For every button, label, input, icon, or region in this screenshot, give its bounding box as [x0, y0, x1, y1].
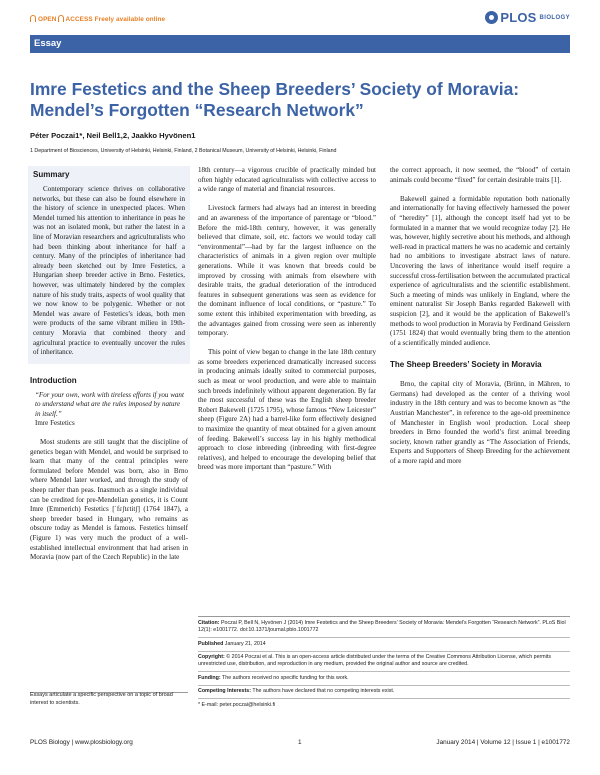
unlock-icon: [58, 15, 64, 22]
corresponding-email[interactable]: * E-mail: peter.poczai@helsinki.fi: [198, 701, 276, 708]
sheep-society-heading: The Sheep Breeders’ Society in Moravia: [390, 360, 542, 370]
published-label: Published: [198, 640, 224, 647]
col3-paragraph-1: the correct approach, it now seemed, the “blood” of certain animals could become “fixed” for certain desirable traits [1].: [390, 166, 570, 184]
funding-label: Funding:: [198, 674, 221, 681]
summary-text: Contemporary science thrives on collaborative networks, but these can also be found elsewhere in the history of science in unexpected places. When Mendel turned his attention to inheritance in peas he was not an isolated monk, but rather the latest in a line of Moravian researchers and agriculturalists who had been thinking about inheritance for half a century. Many of the principles of inheritance had already been sketched out by Imre Festetics, a Hungarian sheep breeder active in Brno. Festetics, however, was ultimately hindered by the complex nature of his study traits, aspects of wool quality that we now know to be polygenic. Whether or not Mendel was aware of Festetics’s ideas, both men were products of the same vibrant milieu in 19th-century Moravia that combined theory and agricultural practice to eventually uncover the rules of inheritance.: [33, 185, 185, 357]
copyright-row: [198, 651, 570, 669]
col3-paragraph-3: Brno, the capital city of Moravia, (Brünn, in Mähren, to Germans) had developed as the center of a thriving wool industry in the 18th century and was to become known as “the Austrian Manchester”, in reference to the age-old preeminence of Manchester in English wool production. Local sheep breeders in Brno founded the world’s first animal breeding society, known rather grandly as “The Association of Friends, Experts and Supporters of Sheep Breeding for the achievement of a more rapid and more: [390, 380, 570, 466]
competing-label: Competing Interests:: [198, 688, 251, 694]
column-3: [390, 166, 570, 467]
col2-paragraph-2: Livestock farmers had always had an interest in breeding and an awareness of the importance of parentage or “blood.” Before the mid-18th century, however, it was generally believed that climate, soil, etc. factors we would today call “environmental”—had by far the largest influence on the characteristics of animals in a given region over multiple generations. While it was known that breeds could be improved by crossing with animals from elsewhere with desirable traits, the gradual deterioration of the introduced features in subsequent generations was seen as evidence for the dominant influence of local conditions, or “pasture.” To some extent this inhibited experimentation with breeding, as the advantages gained from crossing were seen as inherently temporary.: [198, 204, 376, 338]
article-title: Imre Festetics and the Sheep Breeders’ Society of Moravia: Mendel’s Forgotten “Research Network”: [30, 79, 520, 120]
column-1: [30, 166, 188, 563]
citation-label: Citation:: [198, 620, 220, 626]
summary-heading: Summary: [33, 170, 70, 179]
citation-row: [198, 620, 570, 634]
page-number: 1: [298, 739, 302, 746]
introduction-heading: Introduction: [30, 375, 77, 385]
copyright-text: © 2014 Poczai et al. This is an open-access article distributed under the terms of the Creative Commons Attribution License, which permits unrestricted use, distribution, and reproduction in any medium, provided the original author and source are credited.: [198, 654, 551, 667]
section-banner: [30, 35, 570, 53]
competing-interests-row: [198, 685, 570, 696]
copyright-label: Copyright:: [198, 654, 225, 660]
col2-paragraph-1: 18th century—a vigorous crucible of practically minded but often highly educated agriculturalists with collective access to a wide range of material and financial resources.: [198, 166, 376, 194]
funding-text: The authors received no specific funding for this work.: [222, 674, 349, 681]
section-label: Essay: [34, 38, 62, 49]
plos-logo-icon: [485, 11, 498, 24]
open-access-badge: [30, 15, 165, 23]
affiliations: 1 Department of Biosciences, University of Helsinki, Helsinki, Finland, 2 Botanical Museum, University of Helsinki, Helsinki, Finland: [30, 148, 337, 154]
col2-paragraph-3: This point of view began to change in the late 18th century as some breeders experienced dramatically increased success in producing animals ideally suited to commercial purposes, such as meat or wool production, and were able to maintain such breeds indefinitely without apparent degeneration. By far the most successful of these was the English sheep breeder Robert Bakewell (1725 1795), whose famous “New Leicester” sheep (Figure 2A) had a barrel-like form effectively designed to maximize the quantity of meat obtained for a given amount of feeding. Bakewell’s success lay in his highly methodical approach to close inbreeding (inbreeding with first-degree relatives), and helped to encourage the developing belief that breed was more important than “pasture.” With: [198, 348, 376, 472]
email-row: [198, 698, 570, 709]
footer-issue: January 2014 | Volume 12 | Issue 1 | e1001772: [436, 739, 570, 746]
summary-box: [28, 166, 190, 364]
author-list: Péter Poczai1*, Neil Bell1,2, Jaakko Hyvönen1: [30, 131, 196, 140]
open-label: OPEN: [38, 16, 57, 23]
col3-paragraph-2: Bakewell gained a formidable reputation both nationally and internationally for having effectively harnessed the power of “heredity” [1], although the concept itself had yet to be formulated in a manner that we would recognize today [2]. He was, however, highly secretive about his methods, and although well-read in practical matters he was no academic and certainly had no ambitions to investigate abstract laws of nature. Uncovering the laws of inheritance would itself require a successful cross-fertilisation between the accumulated practical experience of agriculturalists and the scientific establishment. Such a meeting of minds was unlikely in England, where the eminent naturalist Sir Joseph Banks regarded Bakewell with suspicion [2], and it would be the application of Bakewell’s methods to wool production in Moravia by Ferdinand Geisslern (1751 1824) that would eventually bring them to the attention of a scientifically minded audience.: [390, 194, 570, 347]
epigraph-quote: “For your own, work with tireless efforts if you want to understand what are the rules imposed by nature in itself.”: [35, 390, 184, 418]
access-label: ACCESS: [65, 16, 93, 23]
epigraph-source: Imre Festetics: [35, 419, 75, 428]
footer-journal[interactable]: PLOS Biology | www.plosbiology.org: [30, 739, 133, 746]
competing-text: The authors have declared that no competing interests exist.: [252, 688, 395, 694]
funding-row: [198, 671, 570, 682]
metadata-rule: [198, 616, 570, 617]
published-date: January 21, 2014: [224, 640, 266, 647]
plos-logo: [485, 10, 570, 25]
citation-text: Poczai P, Bell N, Hyvönen J (2014) Imre Festetics and the Sheep Breeders’ Society of Moravia: Mendel’s Forgotten “Research Network”. PLoS Biol 12(1): e1001772. doi:10.1371/journal.pbio.1001772: [198, 620, 566, 633]
header: [30, 8, 570, 30]
freely-available-label: Freely available online: [94, 16, 166, 23]
plos-logo-text: PLOS: [500, 10, 537, 25]
article-metadata: [198, 616, 570, 712]
open-lock-icon: [30, 15, 36, 22]
journal-name: BIOLOGY: [539, 14, 570, 21]
published-row: [198, 637, 570, 648]
essay-sidenote: Essays articulate a specific perspective on a topic of broad interest to scientists.: [30, 692, 173, 706]
intro-paragraph-1: Most students are still taught that the discipline of genetics began with Mendel, and would be surprised to learn that many of the central principles were formulated before Mendel was born, also in Brno where Mendel later worked, and through the study of sheep rather than peas. Inasmuch as a single individual can be credited for pre-Mendelian genetics, it is Count Imre (Emmerich) Festetics [ˈfɛʃtɛtitʃ] (1764 1847), a sheep breeder based in Hungary, who remains as obscure today as Mendel is famous. Festetics himself (Figure 1) was very much the product of a well-established intellectual environment that had arisen in Moravia (now part of the Czech Republic) in the late: [30, 438, 188, 562]
column-2: [198, 166, 376, 473]
